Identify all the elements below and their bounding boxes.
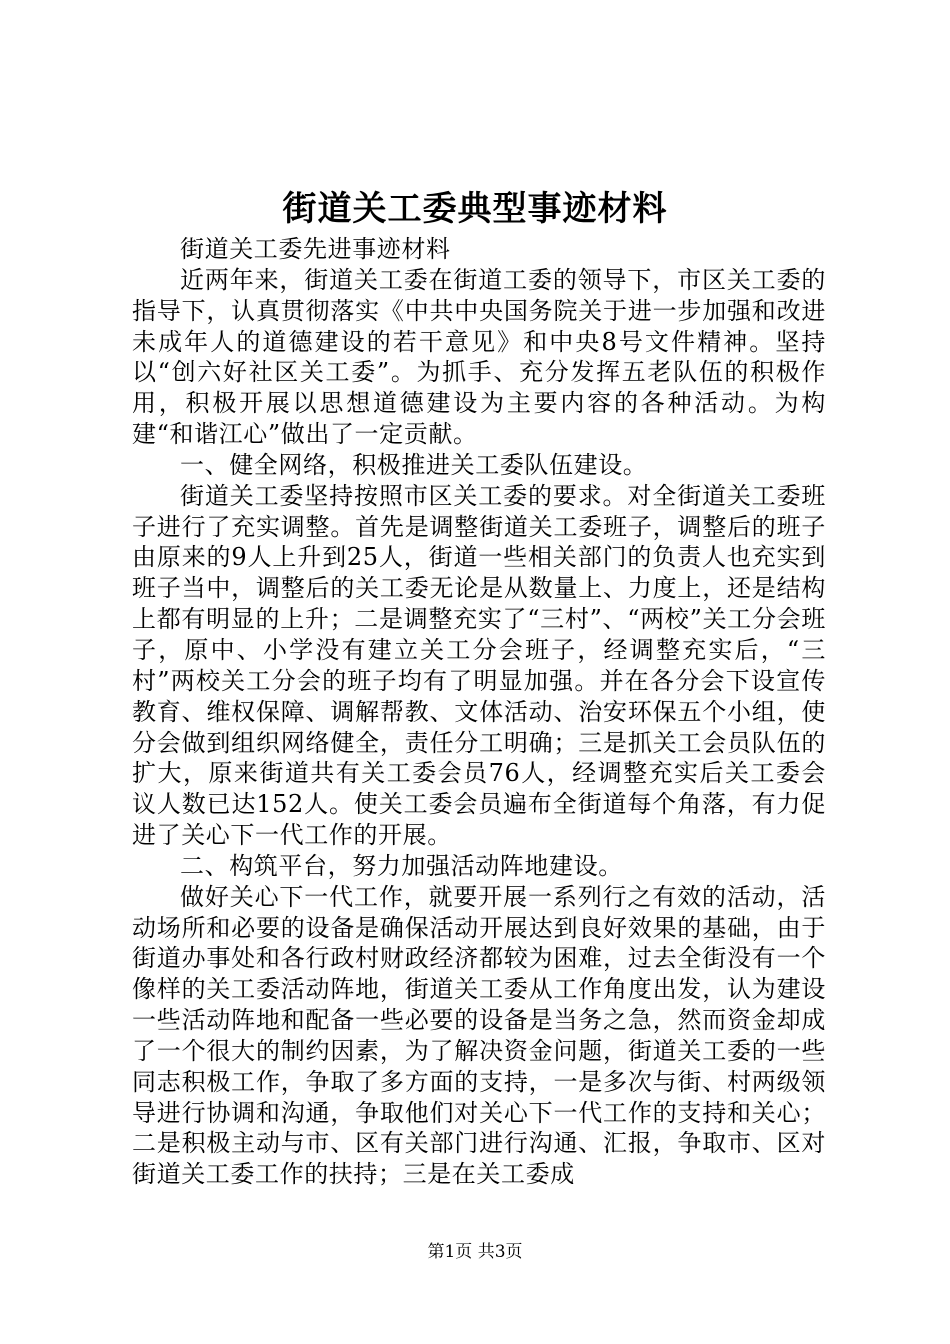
section-heading-1: 一、健全网络，积极推进关工委队伍建设。 [180, 450, 648, 479]
document-title: 街道关工委典型事迹材料 [282, 189, 668, 229]
paragraph-intro: 近两年来，街道关工委在街道工委的领导下，市区关工委的指导下，认真贯彻落实《中共中央国务院关于进一步加强和改进未成年人的道德建设的若干意见》和中央8号文件精神。坚持以“创六好社区关工委”。为抓手、充分发挥五老队伍的积极作用，积极开展以思想道德建设为主要内容的各种活动。为构建“和谐江心”做出了一定贡献。 [132, 265, 826, 449]
paragraph-subtitle: 街道关工委先进事迹材料 [180, 235, 451, 263]
section-heading-2: 二、构筑平台，努力加强活动阵地建设。 [180, 851, 623, 880]
paragraph-section-2: 做好关心下一代工作，就要开展一系列行之有效的活动，活动场所和必要的设备是确保活动开展达到良好效果的基础，由于街道办事处和各行政村财政经济都较为困难，过去全街没有一个像样的关工委活动阵地，街道关工委从工作角度出发，认为建设一些活动阵地和配备一些必要的设备是当务之急，然而资金却成了一个很大的制约因素，为了解决资金问题，街道关工委的一些同志积极工作，争取了多方面的支持，一是多次与街、村两级领导进行协调和沟通，争取他们对关心下一代工作的支持和关心；二是积极主动与市、区有关部门进行沟通、汇报，争取市、区对街道关工委工作的扶持；三是在关工委成 [132, 882, 826, 1189]
paragraph-section-1: 街道关工委坚持按照市区关工委的要求。对全街道关工委班子进行了充实调整。首先是调整街道关工委班子，调整后的班子由原来的9人上升到25人，街道一些相关部门的负责人也充实到班子当中，调整后的关工委无论是从数量上、力度上，还是结构上都有明显的上升；二是调整充实了“三村”、“两校”关工分会班子，原中、小学没有建立关工分会班子，经调整充实后，“三村”两校关工分会的班子均有了明显加强。并在各分会下设宣传教育、维权保障、调解帮教、文体活动、治安环保五个小组，使分会做到组织网络健全，责任分工明确；三是抓关工会员队伍的扩大，原来街道共有关工委会员76人，经调整充实后关工委会议人数已达152人。使关工委会员遍布全街道每个角落，有力促进了关心下一代工作的开展。 [132, 481, 826, 850]
document-body [132, 234, 826, 1190]
page-footer: 第1页 共3页 [427, 1242, 523, 1262]
